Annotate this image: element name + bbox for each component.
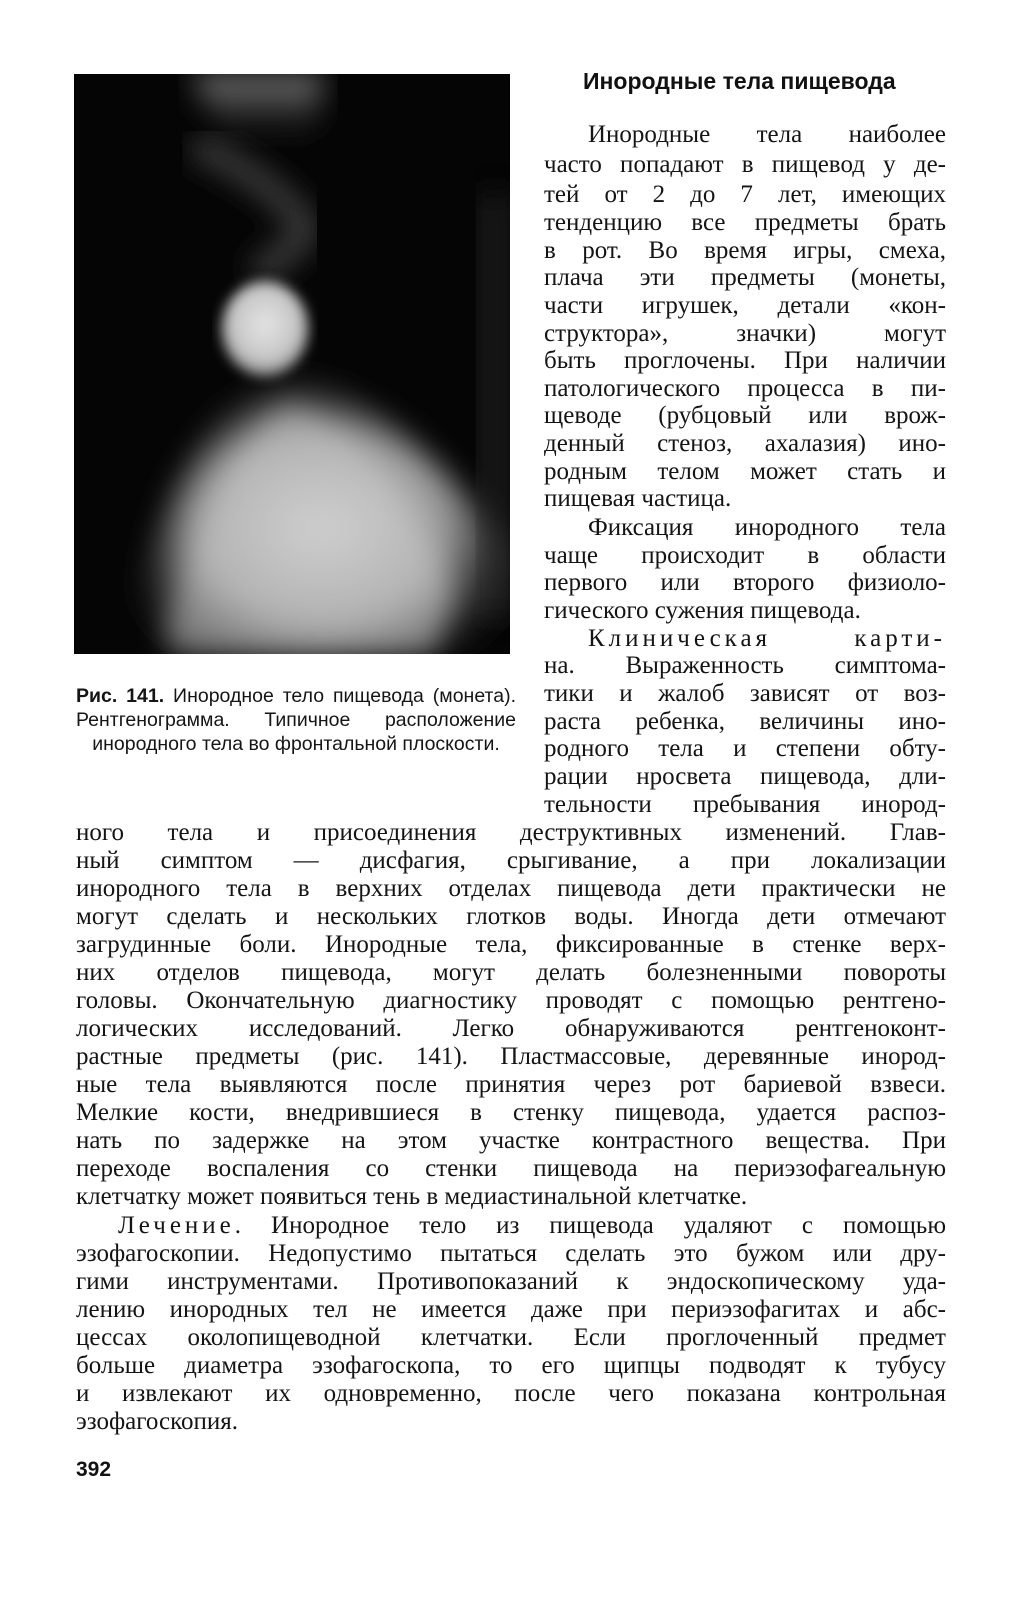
- text-line: больше диаметра эзофагоскопа, то его щипцы подводят к тубусу: [76, 1352, 946, 1379]
- text-line: родным телом может стать и: [544, 458, 946, 485]
- text-line: родного тела и степени обту-: [544, 735, 946, 762]
- text-line: раста ребенка, величины ино-: [544, 708, 946, 735]
- figure-caption: [76, 684, 516, 756]
- text-line: инородного тела в верхних отделах пищевода дети практически не: [76, 875, 946, 902]
- text-line: тенденцию все предметы брать: [544, 209, 946, 236]
- text-line: лению инородных тел не имеется даже при периэзофагитах и абс-: [76, 1296, 946, 1323]
- clinical-picture-term-continued: карти-: [854, 625, 946, 652]
- text-line: Мелкие кости, внедрившиеся в стенку пищевода, удается распоз-: [76, 1099, 946, 1126]
- text-line: рации нросвета пищевода, дли-: [544, 763, 946, 790]
- text-line: эзофагоскопия.: [76, 1408, 238, 1435]
- text-line: клетчатку может появиться тень в медиастинальной клетчатке.: [76, 1183, 748, 1210]
- text-line: щеводе (рубцовый или врож-: [544, 402, 946, 429]
- text-line: денный стеноз, ахалазия) ино-: [544, 430, 946, 457]
- figure-caption-text: Инородное тело пищевода (монета). Рентгенограмма. Типичное расположение инородного тела во фронтальной плоскости.: [76, 685, 516, 755]
- clinical-picture-term: Клиническая: [588, 625, 772, 652]
- section-title: Инородные тела пищевода: [583, 68, 896, 94]
- text-line: логических исследований. Легко обнаруживаются рентгеноконт-: [76, 1015, 946, 1042]
- text-line: тики и жалоб зависят от воз-: [544, 680, 946, 707]
- text-line: структора», значки) могут: [544, 320, 946, 347]
- text-line: чаще происходит в области: [544, 542, 946, 569]
- text-line: переходе воспаления со стенки пищевода на периэзофагеальную: [76, 1155, 946, 1182]
- text-line: пищевая частица.: [544, 485, 732, 512]
- figure-label: Рис. 141.: [76, 685, 165, 707]
- text-line: части игрушек, детали «кон-: [544, 292, 946, 319]
- clinical-picture-line: [588, 624, 946, 654]
- text-line: патологического процесса в пи-: [544, 375, 946, 402]
- text-line: на. Выраженность симптома-: [544, 652, 946, 679]
- text-line: часто попадают в пищевод у де-: [544, 151, 946, 178]
- xray-image: [74, 74, 510, 654]
- text-line: в рот. Во время игры, смеха,: [544, 237, 946, 264]
- text-line: Инородные тела наиболее: [588, 121, 946, 148]
- text-line: цессах околопищеводной клетчатки. Если проглоченный предмет: [76, 1324, 946, 1351]
- text-line: ные тела выявляются после принятия через рот бариевой взвеси.: [76, 1071, 946, 1098]
- text-line: нать по задержке на этом участке контрастного вещества. При: [76, 1127, 946, 1154]
- text-line: тельности пребывания инород-: [544, 791, 946, 818]
- text-line: тей от 2 до 7 лет, имеющих: [544, 181, 946, 208]
- text-line: плача эти предметы (монеты,: [544, 264, 946, 291]
- xray-image-graphic: [74, 74, 510, 654]
- text-line: Фиксация инородного тела: [588, 514, 946, 541]
- text-line: быть проглочены. При наличии: [544, 347, 946, 374]
- page-number: 392: [76, 1458, 112, 1481]
- text-line: растные предметы (рис. 141). Пластмассовые, деревянные инород-: [76, 1043, 946, 1070]
- treatment-line: [118, 1211, 946, 1241]
- text-line: первого или второго физиоло-: [544, 569, 946, 596]
- text-line: ного тела и присоединения деструктивных изменений. Глав-: [76, 819, 946, 846]
- text-line: гического сужения пищевода.: [544, 597, 861, 624]
- text-line: и извлекают их одновременно, после чего показана контрольная: [76, 1380, 946, 1407]
- text-line: эзофагоскопии. Недопустимо пытаться сделать это бужом или дру-: [76, 1240, 946, 1267]
- text-line: головы. Окончательную диагностику проводят с помощью рентгено-: [76, 987, 946, 1014]
- text-line: ный симптом — дисфагия, срыгивание, а при локализации: [76, 847, 946, 874]
- treatment-term: Лечение: [118, 1212, 235, 1239]
- text-line: них отделов пищевода, могут делать болезненными повороты: [76, 959, 946, 986]
- text-line: загрудинные боли. Инородные тела, фиксированные в стенке верх-: [76, 931, 946, 958]
- treatment-line-rest: . Инородное тело из пищевода удаляют с помощью: [234, 1212, 946, 1239]
- text-line: гими инструментами. Противопоказаний к эндоскопическому уда-: [76, 1268, 946, 1295]
- text-line: могут сделать и нескольких глотков воды. Иногда дети отмечают: [76, 903, 946, 930]
